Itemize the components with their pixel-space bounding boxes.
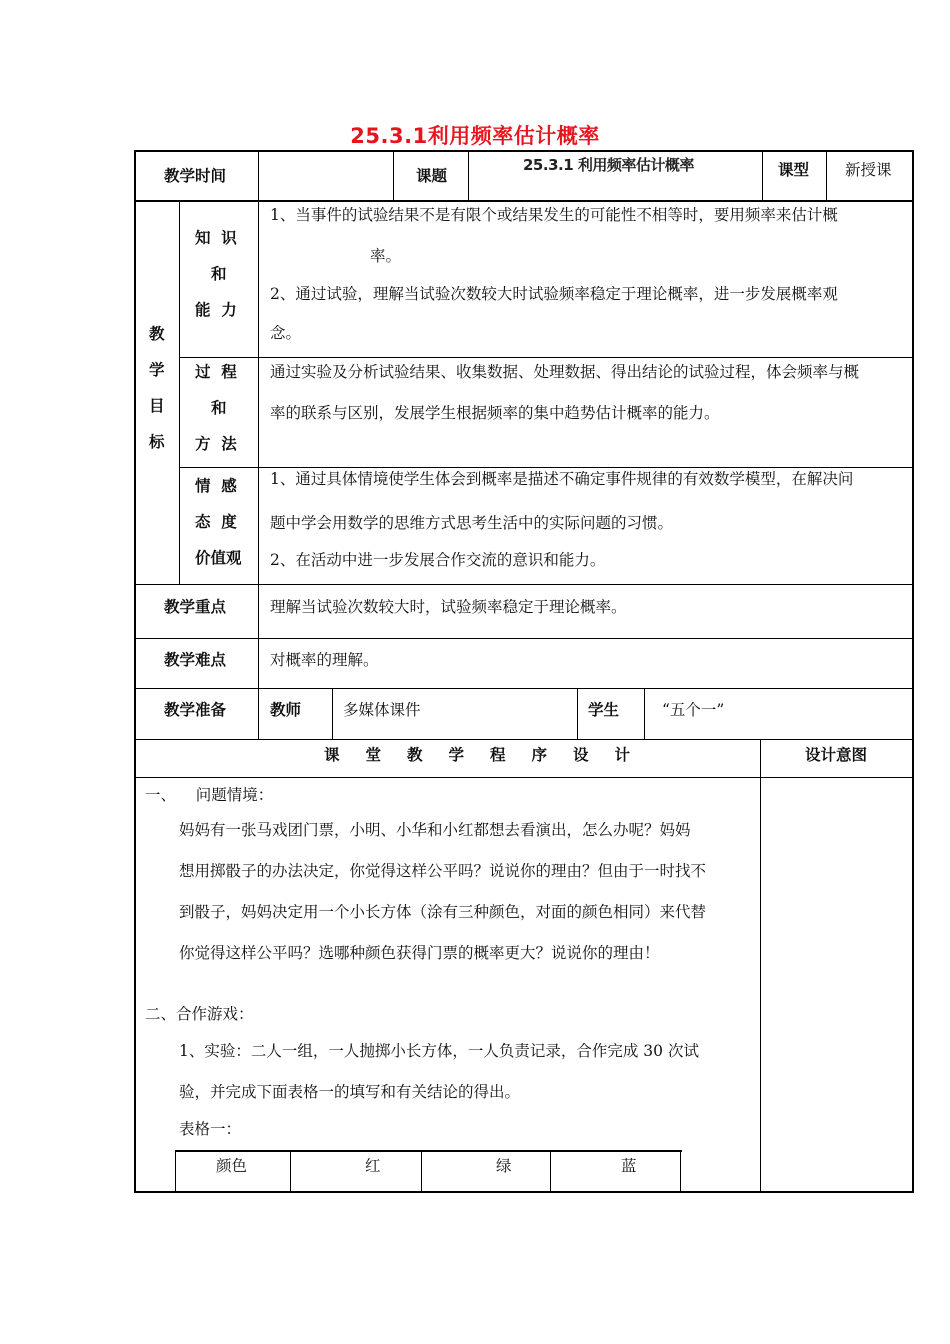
lesson-type-label: 课型: [778, 161, 810, 179]
rule-right: [912, 150, 914, 1193]
inner-table-right: [680, 1150, 681, 1192]
program-header: 课堂教学程序设计: [324, 746, 657, 764]
document-title: 25.3.1利用频率估计概率: [350, 124, 600, 148]
lesson-type-value: 新授课: [845, 161, 892, 179]
inner-table-col2: [421, 1150, 422, 1192]
rule-left: [134, 150, 136, 1193]
inner-table-header-color: 颜色: [216, 1157, 248, 1175]
rule-header-col3: [468, 150, 469, 201]
rule-prep-col1: [332, 688, 333, 739]
rule-goals-side: [179, 200, 180, 585]
process-line-1: 通过实验及分析试验结果、收集数据、处理数据、得出结论的试验过程，体会频率与概: [270, 363, 860, 381]
rule-label-col: [258, 200, 259, 739]
prep-teacher-label: 教师: [270, 701, 302, 719]
rule-prep-bottom: [134, 739, 914, 740]
process-label-1: 过 程: [195, 363, 237, 381]
goals-side-char-2: 学: [149, 361, 165, 379]
rule-process-bottom: [179, 467, 914, 468]
inner-table-col1: [290, 1150, 291, 1192]
knowledge-label-3: 能 力: [195, 301, 237, 319]
goals-side-char-1: 教: [149, 325, 165, 343]
prep-student-value: “五个一”: [662, 701, 725, 719]
rule-keypoint-bottom: [134, 638, 914, 639]
section1-line-1: 妈妈有一张马戏团门票，小明、小华和小红都想去看演出，怎么办呢？妈妈: [179, 821, 691, 839]
topic-label: 课题: [416, 167, 448, 185]
rule-prep-col2: [577, 688, 578, 739]
rule-bottom: [134, 1191, 914, 1193]
emotion-line-1: 1、通过具体情境使学生体会到概率是描述不确定事件规律的有效数学模型，在解决问: [270, 470, 854, 488]
rule-prep-col3: [644, 688, 645, 739]
rule-top: [134, 150, 914, 152]
goals-side-char-3: 目: [149, 397, 165, 415]
section1-line-4: 你觉得这样公平吗？选哪种颜色获得门票的概率更大？说说你的理由！: [179, 944, 660, 962]
rule-header-col4: [762, 150, 763, 201]
emotion-label-2: 态 度: [195, 513, 237, 531]
key-point-label: 教学重点: [164, 598, 227, 616]
intent-header: 设计意图: [805, 746, 868, 764]
inner-table-header-red: 红: [365, 1157, 381, 1175]
inner-table-header-green: 绿: [496, 1157, 512, 1175]
inner-table-top: [175, 1150, 682, 1152]
section2-title: 二、合作游戏：: [145, 1005, 254, 1023]
rule-knowledge-bottom: [179, 357, 914, 358]
prep-teacher-value: 多媒体课件: [343, 701, 421, 719]
emotion-label-3: 价值观: [195, 549, 242, 567]
key-point-text: 理解当试验次数较大时，试验频率稳定于理论概率。: [270, 598, 627, 616]
knowledge-line-2: 率。: [370, 247, 402, 265]
inner-table-left: [175, 1150, 176, 1192]
rule-program-header-bottom: [134, 777, 914, 778]
inner-table-col3: [550, 1150, 551, 1192]
rule-header-col2: [393, 150, 394, 201]
knowledge-line-3: 2、通过试验，理解当试验次数较大时试验频率稳定于理论概率，进一步发展概率观: [270, 285, 838, 303]
difficulty-label: 教学难点: [164, 651, 227, 669]
section2-line-2: 验，并完成下面表格一的填写和有关结论的得出。: [179, 1083, 521, 1101]
inner-table-header-blue: 蓝: [621, 1157, 637, 1175]
emotion-line-2: 题中学会用数学的思维方式思考生活中的实际问题的习惯。: [270, 514, 674, 532]
section1-title: 一、 问题情境：: [145, 786, 274, 804]
difficulty-text: 对概率的理解。: [270, 651, 379, 669]
rule-goals-bottom: [134, 584, 914, 585]
section2-line-1: 1、实验：二人一组，一人抛掷小长方体，一人负责记录，合作完成 30 次试: [179, 1042, 699, 1060]
rule-header-col5: [826, 150, 827, 201]
prep-student-label: 学生: [588, 701, 620, 719]
process-label-2: 和: [211, 399, 227, 417]
process-line-2: 率的联系与区别，发展学生根据频率的集中趋势估计概率的能力。: [270, 404, 720, 422]
knowledge-label-2: 和: [211, 265, 227, 283]
section1-line-2: 想用掷骰子的办法决定，你觉得这样公平吗？说说你的理由？但由于一时找不: [179, 862, 707, 880]
rule-header-col1: [258, 150, 259, 201]
knowledge-label-1: 知 识: [195, 229, 237, 247]
rule-header-bottom: [134, 200, 914, 202]
section1-line-3: 到骰子，妈妈决定用一个小长方体（涂有三种颜色，对面的颜色相同）来代替: [179, 903, 707, 921]
goals-side-char-4: 标: [149, 433, 165, 451]
teaching-time-label: 教学时间: [164, 167, 227, 185]
prep-label: 教学准备: [164, 701, 227, 719]
section2-line-3: 表格一：: [179, 1120, 242, 1138]
topic-value: 25.3.1 利用频率估计概率: [523, 156, 694, 174]
emotion-label-1: 情 感: [195, 477, 237, 495]
process-label-3: 方 法: [195, 435, 237, 453]
knowledge-line-4: 念。: [270, 324, 302, 342]
knowledge-line-1: 1、当事件的试验结果不是有限个或结果发生的可能性不相等时，要用频率来估计概: [270, 206, 838, 224]
rule-difficulty-bottom: [134, 688, 914, 689]
rule-intent-col: [760, 739, 761, 1192]
emotion-line-3: 2、在活动中进一步发展合作交流的意识和能力。: [270, 551, 606, 569]
